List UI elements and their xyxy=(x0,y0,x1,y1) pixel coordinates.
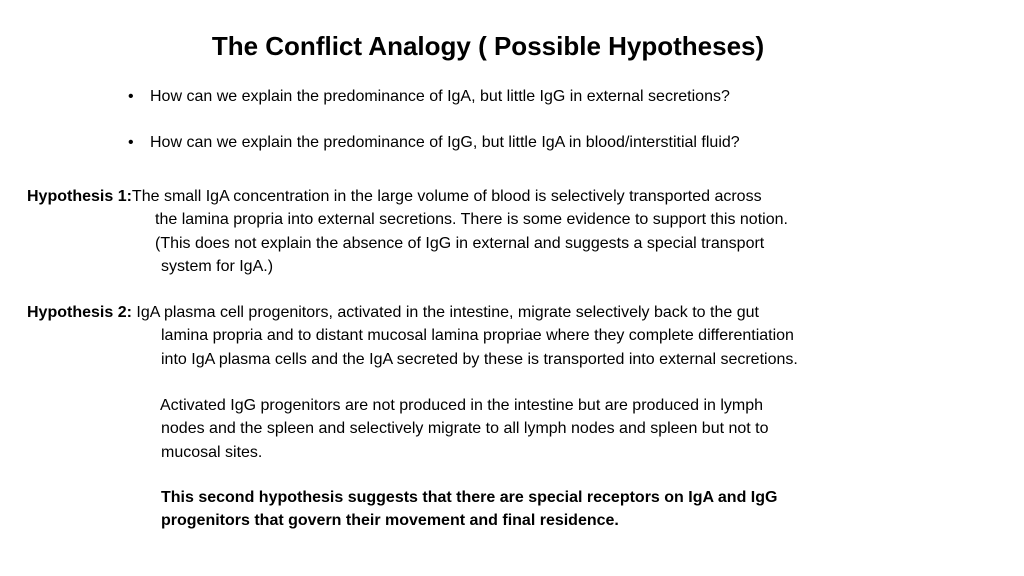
question-list xyxy=(128,86,740,178)
question-item xyxy=(128,132,740,154)
igg-paragraph xyxy=(27,394,769,464)
igg-line: mucosal sites. xyxy=(161,443,263,461)
question-text: How can we explain the predominance of IgG, but little IgA in blood/interstitial fluid? xyxy=(150,134,740,151)
hypothesis-1-line xyxy=(27,185,788,208)
conclusion-line: progenitors that govern their movement and final residence. xyxy=(161,512,619,530)
hypothesis-2-text: IgA plasma cell progenitors, activated in the intestine, migrate selectively back to the gut xyxy=(136,304,759,321)
conclusion-paragraph xyxy=(27,486,777,533)
hypothesis-1-line: the lamina propria into external secretions. There is some evidence to support this notion. xyxy=(155,211,788,229)
hypothesis-1-label: Hypothesis 1: xyxy=(27,188,132,205)
hypothesis-2-label: Hypothesis 2: xyxy=(27,304,132,321)
hypothesis-2 xyxy=(27,301,798,371)
hypothesis-2-line: lamina propria and to distant mucosal lamina propriae where they complete differentiation xyxy=(161,327,794,345)
igg-line: Activated IgG progenitors are not produced in the intestine but are produced in lymph xyxy=(160,397,764,414)
hypothesis-1 xyxy=(27,185,788,278)
bullet-marker: • xyxy=(128,88,134,105)
hypothesis-2-line: into IgA plasma cells and the IgA secreted by these is transported into external secretions. xyxy=(161,350,798,368)
igg-line: nodes and the spleen and selectively migrate to all lymph nodes and spleen but not to xyxy=(161,420,769,438)
question-text: How can we explain the predominance of IgA, but little IgG in external secretions? xyxy=(150,88,730,105)
slide-title: The Conflict Analogy ( Possible Hypotheses) xyxy=(211,31,765,61)
conclusion-line: This second hypothesis suggests that there are special receptors on IgA and IgG xyxy=(161,489,778,506)
question-item xyxy=(128,86,740,108)
bullet-marker: • xyxy=(128,134,134,151)
hypothesis-1-text: The small IgA concentration in the large volume of blood is selectively transported across xyxy=(131,188,762,205)
hypothesis-1-line: system for IgA.) xyxy=(161,257,274,275)
hypothesis-2-line xyxy=(27,301,798,324)
hypothesis-1-line: (This does not explain the absence of IgG in external and suggests a special transport xyxy=(155,234,765,252)
